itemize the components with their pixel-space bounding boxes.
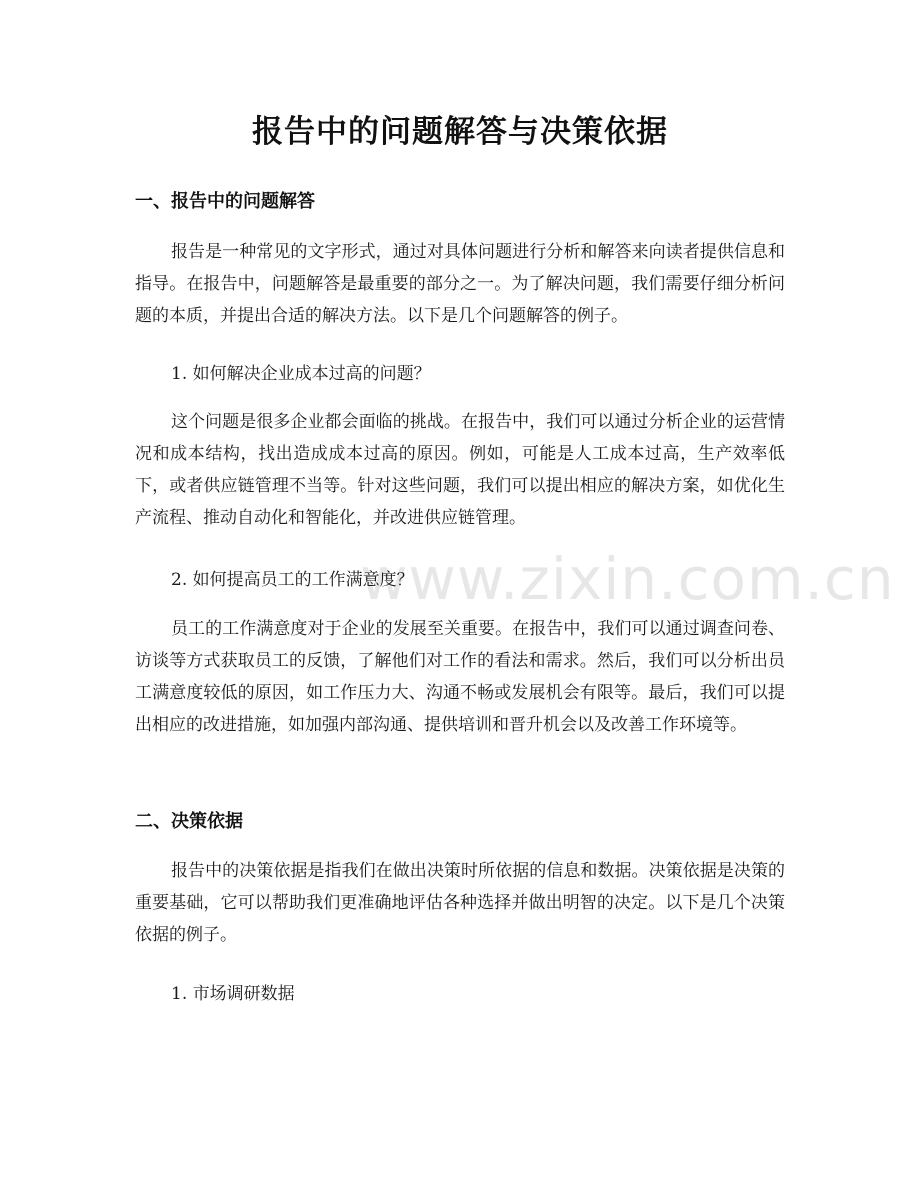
section-1-heading: 一、报告中的问题解答 (135, 191, 315, 212)
section-2-intro: 报告中的决策依据是指我们在做出决策时所依据的信息和数据。决策依据是决策的重要基础，它可以帮助我们更准确地评估各种选择并做出明智的决定。以下是几个决策依据的例子。 (135, 861, 785, 945)
question-2-title: 2. 如何提高员工的工作满意度？ (171, 570, 414, 590)
watermark: www.zixin.com.cn (360, 545, 895, 613)
question-2-body: 员工的工作满意度对于企业的发展至关重要。在报告中，我们可以通过调查问卷、访谈等方式获取员工的反馈，了解他们对工作的看法和需求。然后，我们可以分析出员工满意度较低的原因，如工作压力大、沟通不畅或发展机会有限等。最后，我们可以提出相应的改进措施，如加强内部沟通、提供培训和晋升机会以及改善工作环境等。 (135, 619, 785, 735)
document-title: 报告中的问题解答与决策依据 (252, 114, 668, 150)
question-1-title: 1. 如何解决企业成本过高的问题？ (171, 364, 431, 384)
section-1-intro: 报告是一种常见的文字形式，通过对具体问题进行分析和解答来向读者提供信息和指导。在报告中，问题解答是最重要的部分之一。为了解决问题，我们需要仔细分析问题的本质，并提出合适的解决方法。以下是几个问题解答的例子。 (135, 242, 785, 326)
section-2-heading: 二、决策依据 (135, 811, 243, 832)
question-1-body: 这个问题是很多企业都会面临的挑战。在报告中，我们可以通过分析企业的运营情况和成本结构，找出造成成本过高的原因。例如，可能是人工成本过高，生产效率低下，或者供应链管理不当等。针对这些问题，我们可以提出相应的解决方案，如优化生产流程、推动自动化和智能化，并改进供应链管理。 (135, 412, 785, 528)
decision-basis-1-title: 1. 市场调研数据 (171, 984, 295, 1004)
